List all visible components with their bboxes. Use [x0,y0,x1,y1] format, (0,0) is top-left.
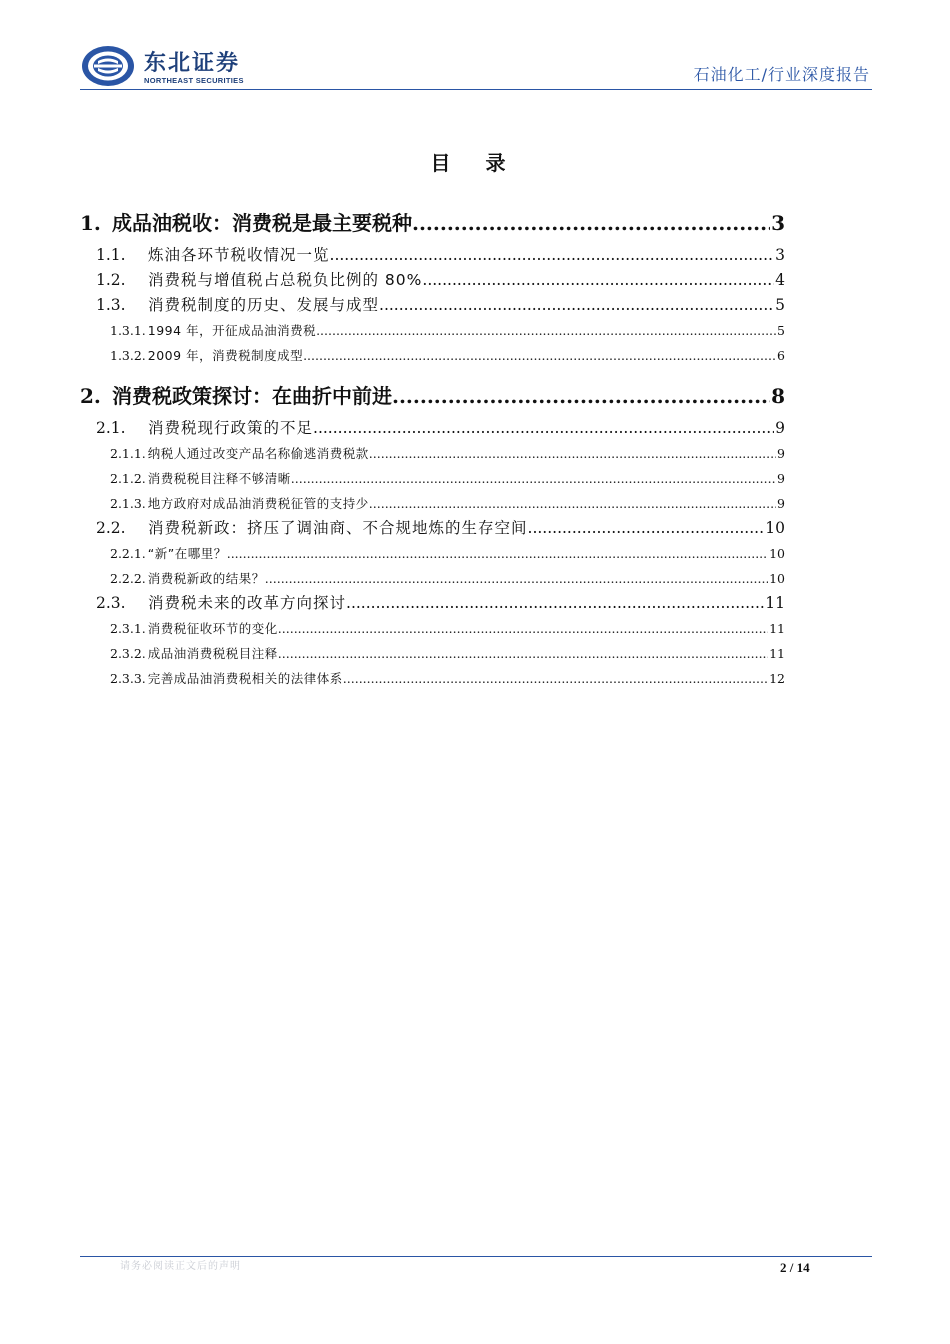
header-divider [80,89,872,90]
toc-entry-title: 成品油税收：消费税是最主要税种 [112,211,412,235]
toc-entry-title: 消费税现行政策的不足 [148,419,314,437]
toc-entry-number: 1.3.2. [110,348,146,363]
toc-entry-level-3[interactable] [80,441,785,466]
logo-emblem-icon [80,44,136,88]
toc-entry-page: 11 [765,594,785,612]
toc-dot-leader [379,293,774,318]
toc-dot-leader [291,466,776,491]
toc-entry-title: 成品油消费税税目注释 [147,646,278,661]
toc-entry-title: 炼油各环节税收情况一览 [148,246,330,264]
page-header [80,40,872,92]
toc-dot-leader [412,203,770,243]
toc-entry-title: 2009 年，消费税制度成型 [147,348,304,363]
toc-entry-number: 1.2. [96,271,126,289]
toc-entry-page: 3 [771,211,785,235]
logo-chinese-name: 东北证券 [144,51,241,76]
toc-entry-level-2[interactable] [80,293,785,318]
toc-entry-page: 5 [777,323,785,338]
toc-dot-leader [369,491,776,516]
toc-dot-leader [346,591,764,616]
toc-entry-title: 地方政府对成品油消费税征管的支持少 [147,496,369,511]
toc-entry-title: 消费税制度的历史、发展与成型 [148,296,380,314]
toc-entry-title: 消费税征收环节的变化 [147,621,278,636]
toc-dot-leader [265,566,768,591]
toc-entry-page: 8 [771,384,785,408]
toc-entry-page: 9 [777,446,785,461]
toc-entry-page: 9 [777,471,785,486]
page-number: 2 / 14 [780,1260,810,1275]
toc-entry-number: 2.1. [96,419,126,437]
toc-entry-level-3[interactable] [80,466,785,491]
toc-entry-level-3[interactable] [80,616,785,641]
toc-dot-leader [227,541,768,566]
toc-dot-leader [369,441,776,466]
toc-title: 目 录 [430,151,520,175]
toc-entry-number: 2.1.2. [110,471,146,486]
northeast-securities-logo [80,44,280,88]
toc-entry-level-1[interactable] [80,203,785,243]
toc-entry-number: 2.3.1. [110,621,146,636]
logo-english-name: NORTHEAST SECURITIES [144,76,244,85]
toc-entry-number: 2.3. [96,594,126,612]
toc-entry-number: 2.1.3. [110,496,146,511]
toc-entry-number: 2.2.1. [110,546,146,561]
toc-dot-leader [392,376,770,416]
toc-entry-number: 2.2.2. [110,571,146,586]
toc-dot-leader [313,416,774,441]
toc-entry-number: 2. [80,384,101,408]
toc-entry-level-3[interactable] [80,666,785,691]
toc-entry-level-2[interactable] [80,516,785,541]
toc-entry-page: 3 [775,246,785,264]
toc-entry-level-2[interactable] [80,416,785,441]
report-type-label: 石油化工/行业深度报告 [693,65,870,84]
toc-entry-page: 11 [769,646,785,661]
toc-entry-title: 消费税税目注释不够清晰 [147,471,291,486]
toc-entry-level-2[interactable] [80,591,785,616]
footer-disclaimer: 请务必阅读正文后的声明 [120,1261,241,1272]
toc-dot-leader [330,243,775,268]
toc-entry-page: 4 [775,271,785,289]
toc-entry-level-2[interactable] [80,268,785,293]
toc-entry-level-3[interactable] [80,541,785,566]
toc-entry-page: 5 [775,296,785,314]
toc-entry-title: 1994 年，开征成品油消费税 [147,323,317,338]
toc-entry-title: 消费税新政：挤压了调油商、不合规地炼的生存空间 [148,519,528,537]
toc-entry-page: 10 [769,571,785,586]
toc-entry-number: 1. [80,211,101,235]
toc-entry-number: 2.2. [96,519,126,537]
toc-entry-page: 6 [777,348,785,363]
toc-entry-level-3[interactable] [80,491,785,516]
toc-dot-leader [278,616,768,641]
toc-entry-page: 9 [775,419,785,437]
toc-entry-number: 2.3.3. [110,671,146,686]
toc-entry-title: 消费税政策探讨：在曲折中前进 [112,384,392,408]
toc-entry-level-3[interactable] [80,566,785,591]
toc-entry-number: 2.1.1. [110,446,146,461]
toc-entry-title: 消费税与增值税占总税负比例的 80% [148,271,423,289]
toc-entry-level-3[interactable] [80,318,785,343]
toc-entry-page: 12 [769,671,785,686]
toc-entry-number: 1.3.1. [110,323,146,338]
toc-dot-leader [528,516,765,541]
toc-entry-title: 消费税新政的结果？ [147,571,265,586]
toc-dot-leader [316,318,776,343]
toc-entry-page: 11 [769,621,785,636]
toc-entry-title: “新”在哪里？ [147,546,227,561]
toc-entry-number: 2.3.2. [110,646,146,661]
toc-entry-page: 10 [769,546,785,561]
toc-entry-title: 消费税未来的改革方向探讨 [148,594,347,612]
toc-dot-leader [303,343,776,368]
toc-entry-level-3[interactable] [80,343,785,368]
toc-dot-leader [278,641,768,666]
toc-dot-leader [343,666,768,691]
toc-entry-page: 9 [777,496,785,511]
toc-entry-number: 1.1. [96,246,126,264]
toc-entry-title: 完善成品油消费税相关的法律体系 [147,671,343,686]
toc-entry-level-3[interactable] [80,641,785,666]
table-of-contents [80,195,785,691]
toc-entry-level-1[interactable] [80,376,785,416]
toc-entry-title: 纳税人通过改变产品名称偷逃消费税款 [147,446,369,461]
toc-entry-page: 10 [765,519,785,537]
toc-entry-level-2[interactable] [80,243,785,268]
toc-entry-number: 1.3. [96,296,126,314]
toc-dot-leader [422,268,774,293]
